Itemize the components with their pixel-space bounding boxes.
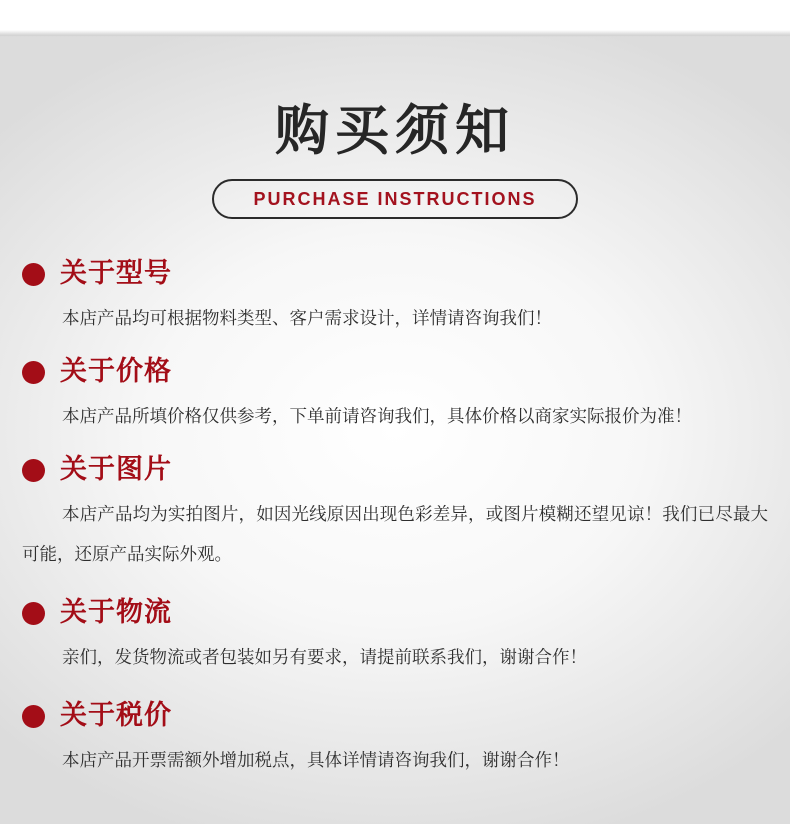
section-model [0,254,790,339]
subtitle-pill [212,179,578,219]
bullet-dot-icon [22,263,45,286]
section-header [0,254,790,294]
section-shipping [0,593,790,678]
bullet-dot-icon [22,705,45,728]
page-subtitle: PURCHASE INSTRUCTIONS [253,188,537,209]
section-header [0,352,790,392]
section-text: 本店产品所填价格仅供参考，下单前请咨询我们，具体价格以商家实际报价为准！ [62,407,692,427]
section-header [0,593,790,633]
bullet-dot-icon [22,361,45,384]
section-header [0,696,790,736]
section-text: 本店产品均为实拍图片，如因光线原因出现色彩差异，或图片模糊还望见谅！我们已尽最大可能，还原产品实际外观。 [22,505,768,565]
section-title: 关于价格 [60,356,172,387]
page-title: 购买须知 [275,99,515,162]
section-text: 本店产品均可根据物料类型、客户需求设计，详情请咨询我们！ [62,309,552,329]
section-text: 亲们，发货物流或者包装如另有要求，请提前联系我们，谢谢合作！ [62,648,587,668]
section-title: 关于物流 [60,597,172,628]
section-images [0,450,790,575]
bullet-dot-icon [22,459,45,482]
section-title: 关于图片 [60,454,172,485]
section-title: 关于税价 [60,700,172,731]
section-header [0,450,790,490]
section-title: 关于型号 [60,258,172,289]
bullet-dot-icon [22,602,45,625]
section-price [0,352,790,437]
section-text: 本店产品开票需额外增加税点，具体详情请咨询我们，谢谢合作！ [62,751,570,771]
section-tax [0,696,790,781]
